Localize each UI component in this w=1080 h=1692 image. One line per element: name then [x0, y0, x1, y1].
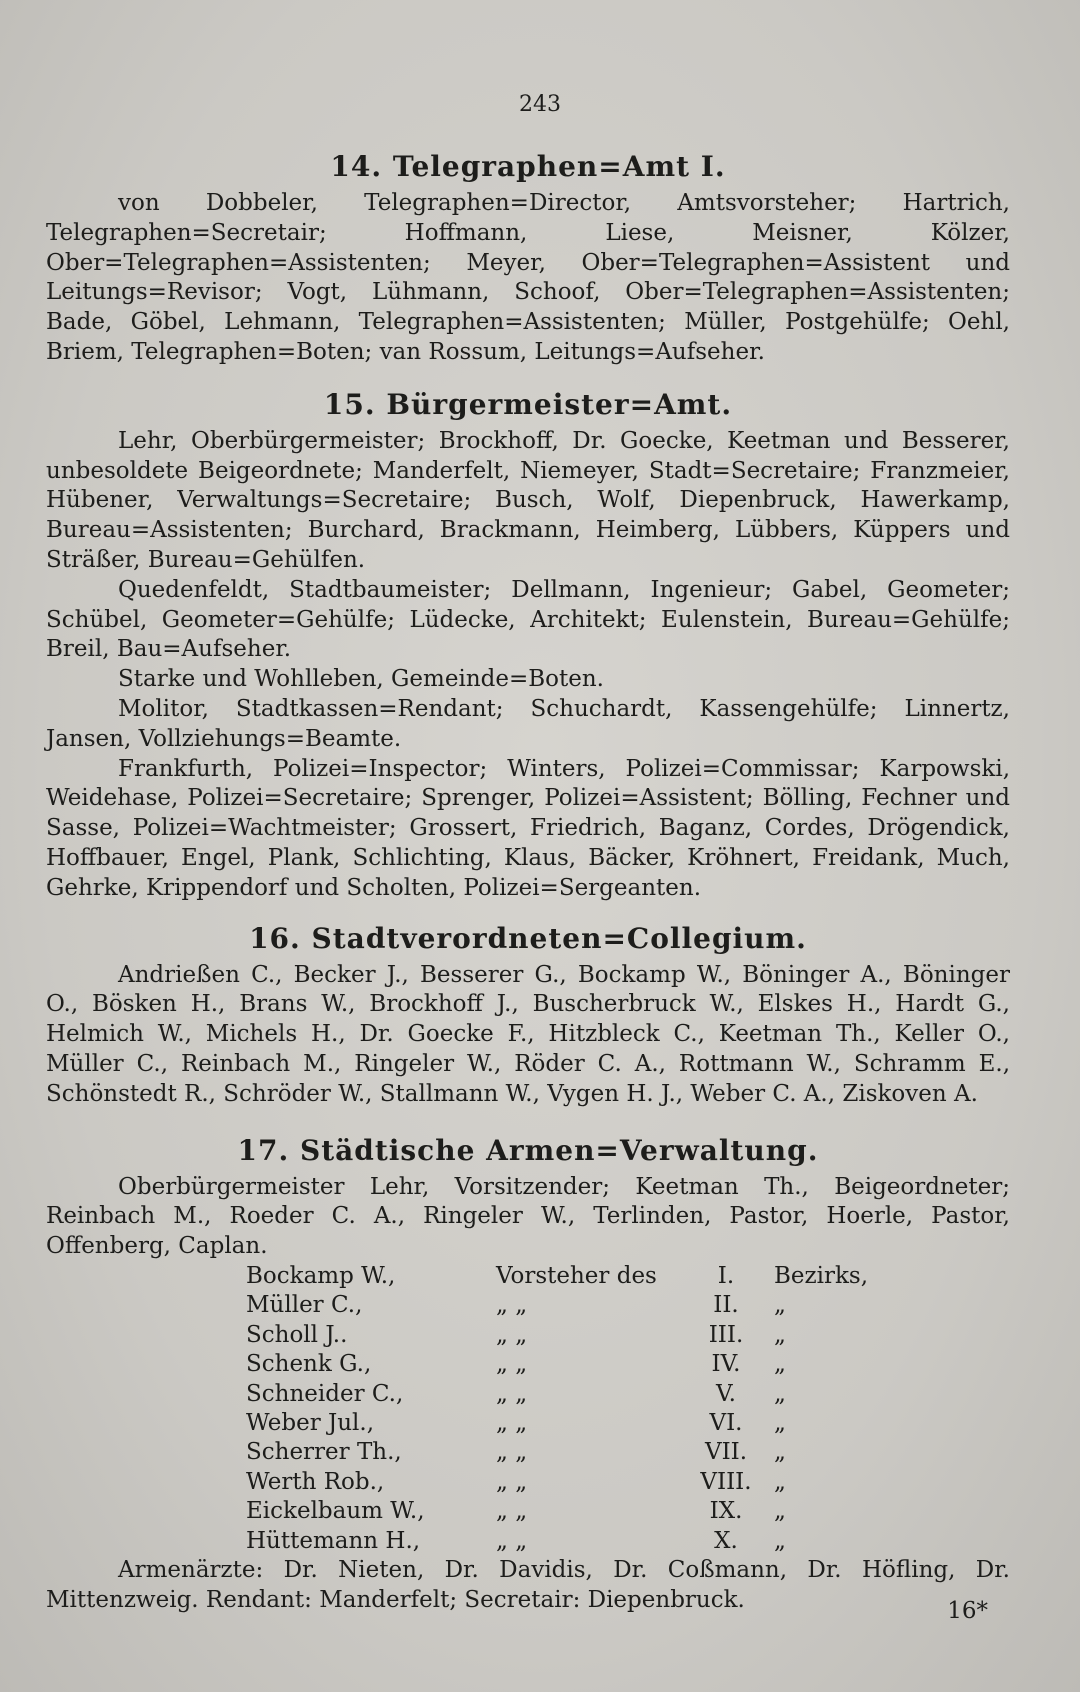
- section-heading: 16. Stadtverordneten=Collegium.: [249, 921, 807, 955]
- section-paragraph: Frankfurth, Polizei=Inspector; Winters, Polizei=Commissar; Karpowski, Weidehase, Polizei=Secretaire; Sprenger, Polizei=Assistent; Bölling, Fechner und Sasse, Polizei=Wachtmeister; Grossert, Friedrich, Baganz, Cordes, Drögendick, Hoffbauer, Engel, Plank, Schlichting, Klaus, Bäcker, Kröhnert, Freidank, Much, Gehrke, Krippendorf und Scholten, Polizei=Sergeanten.: [46, 755, 1010, 901]
- district-word: „: [774, 1439, 786, 1466]
- district-word: „: [774, 1351, 786, 1378]
- district-number: X.: [714, 1527, 738, 1554]
- district-word: „: [774, 1468, 786, 1495]
- district-number: VII.: [704, 1439, 748, 1466]
- section-heading: 17. Städtische Armen=Verwaltung.: [237, 1133, 819, 1167]
- district-role: „ „: [496, 1468, 528, 1495]
- district-role: „ „: [496, 1380, 528, 1407]
- district-role: „ „: [496, 1439, 528, 1466]
- district-table: [246, 1262, 868, 1556]
- section-paragraph: Quedenfeldt, Stadtbaumeister; Dellmann, Ingenieur; Gabel, Geometer; Schübel, Geometer=Gehülfe; Lüdecke, Architekt; Eulenstein, Bureau=Gehülfe; Breil, Bau=Aufseher.: [46, 576, 1010, 663]
- page-number: 243: [519, 92, 561, 117]
- section-telegraphen-amt: [46, 150, 1010, 368]
- district-overseer: Schenk G.,: [246, 1351, 372, 1378]
- district-word: „: [774, 1409, 786, 1436]
- table-row: [246, 1438, 868, 1467]
- table-row: [246, 1468, 868, 1497]
- district-word: „: [774, 1321, 786, 1348]
- district-overseer: Scholl J..: [246, 1321, 348, 1348]
- district-number: IV.: [711, 1351, 741, 1378]
- district-word: „: [774, 1498, 786, 1525]
- district-overseer: Scherrer Th.,: [246, 1439, 402, 1466]
- district-role: „ „: [496, 1527, 528, 1554]
- district-overseer: Weber Jul.,: [246, 1409, 375, 1436]
- district-role: „ „: [496, 1409, 528, 1436]
- district-role: „ „: [496, 1292, 528, 1319]
- section-paragraph: Starke und Wohlleben, Gemeinde=Boten.: [118, 666, 604, 693]
- section-heading: 15. Bürgermeister=Amt.: [323, 387, 733, 421]
- section-paragraph: Molitor, Stadtkassen=Rendant; Schuchardt, Kassengehülfe; Linnertz, Jansen, Vollziehungs=Beamte.: [46, 695, 1010, 752]
- district-overseer: Müller C.,: [246, 1292, 363, 1319]
- section-paragraph: Lehr, Oberbürgermeister; Brockhoff, Dr. Goecke, Keetman und Besserer, unbesoldete Beigeordnete; Manderfelt, Niemeyer, Stadt=Secretaire; Franzmeier, Hübener, Verwaltungs=Secretaire; Busch, Wolf, Diepenbruck, Hawerkamp, Bureau=Assistenten; Burchard, Brackmann, Heimberg, Lübbers, Küppers und Sträßer, Bureau=Gehülfen.: [46, 427, 1010, 573]
- section-stadtverordneten-collegium: [46, 922, 1010, 1110]
- district-number: V.: [716, 1380, 736, 1407]
- district-overseer: Schneider C.,: [246, 1380, 404, 1407]
- district-role: „ „: [496, 1498, 528, 1525]
- district-overseer: Werth Rob.,: [246, 1468, 385, 1495]
- district-overseer: Bockamp W.,: [246, 1262, 396, 1289]
- table-row: [246, 1497, 868, 1526]
- section-closing: Armenärzte: Dr. Nieten, Dr. Davidis, Dr. Coßmann, Dr. Höfling, Dr. Mittenzweig. Rendant: Manderfelt; Secretair: Diepenbruck.: [46, 1556, 1010, 1613]
- table-row: [246, 1409, 868, 1438]
- table-row: [246, 1380, 868, 1409]
- district-number: III.: [708, 1321, 744, 1348]
- district-word: „: [774, 1292, 786, 1319]
- table-row: [246, 1291, 868, 1320]
- district-number: II.: [713, 1292, 739, 1319]
- section-buergermeister-amt: [46, 388, 1010, 904]
- table-row: [246, 1527, 868, 1556]
- section-intro: Oberbürgermeister Lehr, Vorsitzender; Keetman Th., Beigeordneter; Reinbach M., Roeder C. A., Ringeler W., Terlinden, Pastor, Hoerle, Pastor, Offenberg, Caplan.: [46, 1173, 1010, 1260]
- section-armen-verwaltung: [46, 1134, 1010, 1616]
- district-role: „ „: [496, 1351, 528, 1378]
- section-heading: 14. Telegraphen=Amt I.: [330, 150, 726, 183]
- district-word: „: [774, 1380, 786, 1407]
- district-word: Bezirks,: [774, 1262, 869, 1289]
- section-paragraph: Andrießen C., Becker J., Besserer G., Bockamp W., Böninger A., Böninger O., Bösken H., Brans W., Brockhoff J., Buscherbruck W., Elskes H., Hardt G., Helmich W., Michels H., Dr. Goecke F., Hitzbleck C., Keetman Th., Keller O., Müller C., Reinbach M., Ringeler W., Röder C. A., Rottmann W., Schramm E., Schönstedt R., Schröder W., Stallmann W., Vygen H. J., Weber C. A., Ziskoven A.: [46, 961, 1010, 1107]
- page-content: [46, 150, 1010, 1616]
- district-number: VIII.: [700, 1468, 752, 1495]
- signature-mark: 16*: [947, 1598, 988, 1624]
- district-number: I.: [717, 1262, 735, 1289]
- district-overseer: Hüttemann H.,: [246, 1527, 421, 1554]
- district-role: „ „: [496, 1321, 528, 1348]
- section-paragraph: von Dobbeler, Telegraphen=Director, Amtsvorsteher; Hartrich, Telegraphen=Secretair; Hoffmann, Liese, Meisner, Kölzer, Ober=Telegraphen=Assistenten; Meyer, Ober=Telegraphen=Assistent und Leitungs=Revisor; Vogt, Lühmann, Schoof, Ober=Telegraphen=Assistenten; Bade, Göbel, Lehmann, Telegraphen=Assistenten; Müller, Postgehülfe; Oehl, Briem, Telegraphen=Boten; van Rossum, Leitungs=Aufseher.: [46, 190, 1010, 365]
- district-overseer: Eickelbaum W.,: [246, 1498, 425, 1525]
- district-number: VI.: [709, 1409, 743, 1436]
- table-row: [246, 1350, 868, 1379]
- table-row: [246, 1321, 868, 1350]
- district-role: Vorsteher des: [496, 1262, 657, 1289]
- table-row: [246, 1262, 868, 1291]
- district-word: „: [774, 1527, 786, 1554]
- district-number: IX.: [709, 1498, 743, 1525]
